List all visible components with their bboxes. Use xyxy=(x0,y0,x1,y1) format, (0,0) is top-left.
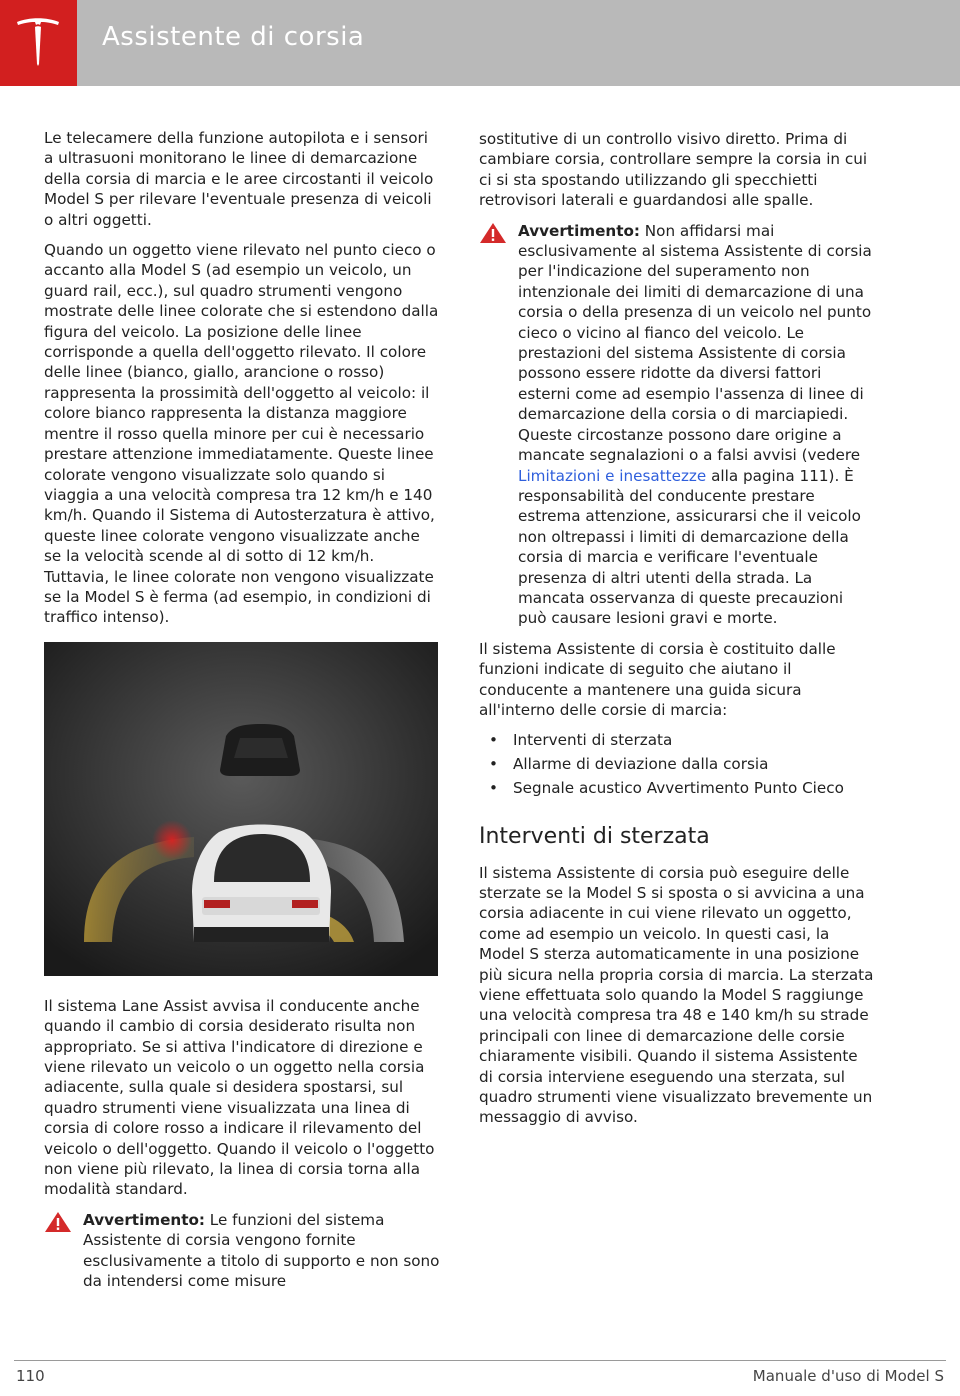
functions-list xyxy=(479,730,875,798)
tesla-t-icon xyxy=(15,16,61,68)
warning-label: Avvertimento: xyxy=(518,221,640,240)
page-number: 110 xyxy=(16,1367,45,1385)
paragraph-lane-assist-warning: Il sistema Lane Assist avvisa il conducente anche quando il cambio di corsia desiderato risulta non appropriato. Se si attiva l'indicatore di direzione e viene rilevato un veicolo o un oggetto nella corsia adiacente, sulla quale si desidera spostarsi, sul quadro strumenti viene visualizzata una linea di corsia di colore rosso a indicare il rilevamento del veicolo o dell'oggetto. Quando il veicolo o l'oggetto non viene più rilevato, la linea di corsia torna alla modalità standard. xyxy=(44,996,435,1199)
list-item: • Interventi di sterzata xyxy=(479,730,875,750)
warning-triangle-icon xyxy=(44,1211,72,1233)
paragraph-functions-intro: Il sistema Assistente di corsia è costituito dalle funzioni indicate di seguito che aiutano il conducente a mantenere una guida sicura all'interno delle corsie di marcia: xyxy=(479,639,836,719)
warning-triangle-icon xyxy=(479,222,507,244)
warning-text: Le funzioni del sistema Assistente di corsia vengono fornite esclusivamente a titolo di supporto e non sono da intendersi come misure xyxy=(83,1210,440,1291)
limitations-link[interactable]: Limitazioni e inesattezze xyxy=(518,466,707,485)
paragraph-continuation: sostitutive di un controllo visivo diretto. Prima di cambiare corsia, controllare sempre la corsia in cui ci si sta spostando utilizzando gli specchietti retrovisori laterali e guardandosi alle spalle. xyxy=(479,130,868,210)
warning-block-right xyxy=(479,221,875,629)
list-item: • Segnale acustico Avvertimento Punto Cieco xyxy=(479,778,875,798)
paragraph-colored-lines: Quando un oggetto viene rilevato nel punto cieco o accanto alla Model S (ad esempio un veicolo, un guard rail, ecc.), sul quadro strumenti vengono mostrate delle linee colorate che si estendono dalla figura del veicolo. La posizione delle linee corrisponde a quella dell'oggetto rilevato. Il colore delle linee (bianco, giallo, arancione o rosso) rappresenta la prossimità dell'oggetto al veicolo: il colore bianco rappresenta la distanza maggiore mentre il rosso quella minore per cui è necessario prestare attenzione immediatamente. Queste linee colorate vengono visualizzate solo quando si viaggia a una velocità compresa tra 12 km/h e 140 km/h. Quando il Sistema di Autosterzatura è attivo, queste linee colorate vengono visualizzate anche se la velocità scende al di sotto di 12 km/h. Tuttavia, le linee colorate non vengono visualizzate se la Model S è ferma (ad esempio, in condizioni di traffico intenso). xyxy=(44,241,439,627)
right-column xyxy=(479,129,875,1138)
section-heading: Interventi di sterzata xyxy=(479,823,710,849)
warning-text-b: alla pagina 111). È responsabilità del conducente prestare estrema attenzione, assicurarsi che il veicolo non oltrepassi i limiti di demarcazione della corsia di marcia e verificare l'eventuale presenza di altri utenti della strada. La mancata osservanza di queste precauzioni può causare lesioni gravi e morte. xyxy=(518,466,861,628)
warning-text-a: Non affidarsi mai esclusivamente al sistema Assistente di corsia per l'indicazione del superamento non intenzionale dei limiti di demarcazione di una corsia o della presenza di un veicolo nel punto cieco o vicino al fianco del veicolo. Le prestazioni del sistema Assistente di corsia possono essere ridotte da diversi fattori esterni come ad esempio l'assenza di linee di demarcazione della corsia o di marciapiedi. Queste circostanze possono dare origine a mancate segnalazioni o a falsi avvisi (vedere xyxy=(518,221,872,465)
warning-label: Avvertimento: xyxy=(83,1210,205,1229)
warning-block-left xyxy=(44,1210,440,1292)
footer-divider xyxy=(14,1360,946,1361)
list-item: • Allarme di deviazione dalla corsia xyxy=(479,754,875,774)
paragraph-steering: Il sistema Assistente di corsia può eseguire delle sterzate se la Model S si sposta o si avvicina a una corsia adiacente in cui viene rilevato un oggetto, come ad esempio un veicolo. In questi casi, la Model S sterza automaticamente in una posizione più sicura nella propria corsia di marcia. La sterzata viene effettuata solo quando la Model S raggiunge una velocità compresa tra 48 e 140 km/h su strade principali con linee di demarcazione delle corsie chiaramente visibili. Quando il sistema Assistente di corsia interviene eseguendo una sterzata, sul quadro strumenti viene visualizzato brevemente un messaggio di avviso. xyxy=(479,863,874,1127)
page-title: Assistente di corsia xyxy=(102,22,365,52)
paragraph-intro: Le telecamere della funzione autopilota e i sensori a ultrasuoni monitorano le linee di demarcazione della corsia di marcia e le aree circostanti il veicolo Model S per rilevare l'eventuale presenza di veicoli o altri oggetti. xyxy=(44,129,434,229)
tesla-logo xyxy=(0,0,77,86)
manual-name: Manuale d'uso di Model S xyxy=(752,1367,944,1385)
page-header xyxy=(0,0,960,86)
blind-spot-car-illustration xyxy=(44,642,438,976)
left-column xyxy=(44,128,440,1301)
